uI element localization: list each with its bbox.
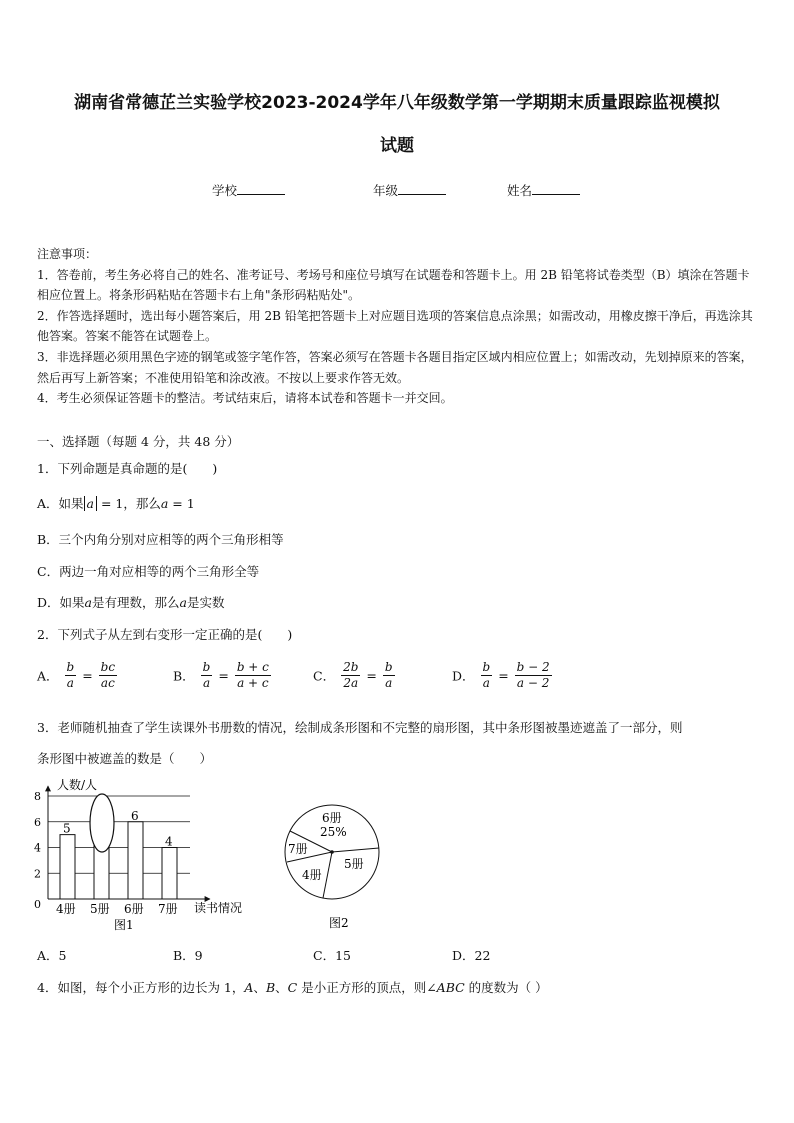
- x-axis-label: 读书情况: [194, 901, 243, 915]
- bar-value-label: 5: [63, 821, 71, 836]
- point-a: A: [244, 980, 254, 995]
- numerator: b − 2: [516, 660, 550, 674]
- var-a: a: [179, 595, 187, 610]
- q1-d-mid: 是有理数，那么: [91, 595, 180, 610]
- bar-chart: [30, 772, 260, 936]
- grade-field[interactable]: [373, 181, 446, 199]
- numerator: b: [202, 660, 211, 674]
- pie-slice-label: 7册: [288, 842, 308, 856]
- q1-a-post: = 1: [168, 496, 195, 511]
- var-a: a: [160, 496, 169, 511]
- q4-stem: [37, 978, 548, 996]
- fraction-left: [481, 660, 493, 691]
- option-label: D．: [452, 668, 475, 684]
- note-item: 4．考生必须保证答题卡的整洁。考试结束后，请将本试卷和答题卡一并交回。: [37, 391, 453, 406]
- option-label: C．: [313, 668, 336, 684]
- denominator: ac: [100, 676, 115, 690]
- name-label: 姓名: [507, 183, 533, 198]
- q1-d-text: D．如果: [37, 595, 85, 610]
- abs-value: a: [84, 496, 97, 511]
- note-item: 1．答卷前，考生务必将自己的姓名、准考证号、考场号和座位号填写在试题卷和答题卡上。用 2B 铅笔将试卷类型（B）填涂在答题卡相应位置上。将条形码粘贴在答题卡右上角"条形码粘贴处"。: [37, 267, 750, 303]
- y-tick-label: 4: [34, 841, 41, 855]
- y-tick-label: 2: [34, 867, 41, 881]
- bar: [162, 848, 177, 900]
- figure-caption: 图2: [329, 916, 349, 930]
- fraction-right: [99, 660, 117, 691]
- numerator: b: [66, 660, 75, 674]
- x-tick-label: 5册: [90, 902, 110, 916]
- page-title-line2: 试题: [380, 136, 414, 156]
- q4-sep: 、: [253, 980, 266, 995]
- equals-sign: =: [82, 668, 93, 683]
- point-b: B: [265, 980, 276, 995]
- fraction-right: [515, 660, 552, 691]
- pie-slice-label: 4册: [302, 868, 322, 882]
- q1-a-text: A．如果: [37, 496, 84, 511]
- numerator: b: [384, 660, 393, 674]
- numerator: bc: [100, 660, 116, 674]
- q2-option-d[interactable]: [452, 660, 554, 691]
- note-item: 3．非选择题必须用黑色字迹的钢笔或签字笔作答，答案必须写在答题卡各题目指定区域内相应位置上；如需改动，先划掉原来的答案，然后再写上新答案；不准使用铅笔和涂改液。不按以上要求作答无效。: [37, 349, 753, 385]
- bar-value-label: 6: [131, 808, 139, 823]
- q4-sep: 、: [275, 980, 288, 995]
- q1-option-b[interactable]: B．三个内角分别对应相等的两个三角形相等: [37, 532, 284, 547]
- fraction-left: [65, 660, 77, 691]
- q1-d-post: 是实数: [186, 595, 225, 610]
- point-c: C: [287, 980, 298, 995]
- q4-text-mid: 是小正方形的顶点，则∠: [297, 980, 437, 995]
- q1-option-c[interactable]: C．两边一角对应相等的两个三角形全等: [37, 564, 260, 579]
- bar: [128, 822, 143, 899]
- x-tick-label: 6册: [124, 902, 144, 916]
- angle-name: ABC: [436, 980, 465, 995]
- denominator: a: [202, 676, 211, 690]
- x-tick-label: 4册: [56, 902, 76, 916]
- bars: [56, 809, 178, 916]
- var-a: a: [84, 595, 92, 610]
- q1-stem: 1．下列命题是真命题的是( ): [37, 461, 218, 476]
- numerator: 2b: [343, 660, 359, 674]
- q1-option-d[interactable]: [37, 593, 224, 611]
- denominator: a + c: [237, 676, 269, 690]
- q2-option-a[interactable]: [37, 660, 119, 691]
- q3-answer-b[interactable]: B．9: [173, 948, 203, 963]
- figure-caption: 图1: [114, 918, 134, 932]
- fraction-left: [341, 660, 360, 691]
- fraction-right: [383, 660, 395, 691]
- name-field[interactable]: [507, 181, 580, 199]
- name-blank[interactable]: [532, 182, 580, 195]
- equals-sign: =: [498, 668, 509, 683]
- option-label: A．: [37, 668, 59, 684]
- x-tick-label: 7册: [158, 902, 178, 916]
- fraction-left: [201, 660, 213, 691]
- q4-text-post: 的度数为（ ）: [464, 980, 548, 995]
- pie-slice-percent: 25%: [320, 825, 347, 839]
- y-axis-label: 人数/人: [57, 778, 98, 792]
- pie-slice-label: 6册: [322, 811, 342, 825]
- equals-sign: =: [366, 668, 377, 683]
- denominator: a: [385, 676, 393, 690]
- q1-a-mid: = 1，那么: [96, 496, 161, 511]
- q3-answer-d[interactable]: D．22: [452, 948, 491, 963]
- numerator: b: [482, 660, 491, 674]
- y-tick-label: 8: [34, 790, 41, 803]
- q2-stem: 2．下列式子从左到右变形一定正确的是( ): [37, 627, 293, 642]
- note-item: 2．作答选择题时，选出每小题答案后，用 2B 铅笔把答题卡上对应题目选项的答案信息点涂黑；如需改动，用橡皮擦干净后，再选涂其他答案。答案不能答在试题卷上。: [37, 308, 753, 344]
- origin-label: 0: [34, 898, 41, 911]
- denominator: a − 2: [516, 676, 550, 690]
- pie-chart: [278, 800, 388, 932]
- q2-option-c[interactable]: [313, 660, 397, 691]
- numerator: b + c: [236, 660, 269, 674]
- q3-answer-c[interactable]: C．15: [313, 948, 351, 963]
- notes-heading: 注意事项：: [37, 247, 98, 261]
- denominator: a: [482, 676, 490, 690]
- equals-sign: =: [218, 668, 229, 683]
- denominator: a: [66, 676, 74, 690]
- school-label: 学校: [212, 183, 238, 198]
- school-field[interactable]: [212, 181, 285, 199]
- fraction-right: [235, 660, 271, 691]
- grade-label: 年级: [373, 183, 399, 198]
- pie-slice-label: 5册: [344, 857, 364, 871]
- option-label: B．: [173, 668, 195, 684]
- q3-answer-a[interactable]: A．5: [37, 948, 67, 963]
- y-tick-label: 6: [34, 815, 41, 829]
- section-heading: 一、选择题（每题 4 分，共 48 分）: [37, 434, 240, 449]
- page-title: 湖南省常德芷兰实验学校2023-2024学年八年级数学第一学期期末质量跟踪监视模拟: [74, 93, 720, 113]
- bar-value-label: 4: [165, 834, 173, 849]
- grade-blank[interactable]: [398, 182, 446, 195]
- school-blank[interactable]: [237, 182, 285, 195]
- denominator: 2a: [343, 676, 359, 690]
- notes-section: [37, 244, 757, 409]
- ink-blot: [90, 794, 114, 852]
- pie-center: [330, 850, 334, 854]
- q1-option-a[interactable]: [37, 494, 195, 512]
- bar: [60, 835, 75, 899]
- q3-stem-line1: 3．老师随机抽查了学生读课外书册数的情况，绘制成条形图和不完整的扇形图，其中条形图被墨迹遮盖了一部分，则: [37, 720, 683, 735]
- q2-option-b[interactable]: [173, 660, 273, 691]
- q3-stem-line2: 条形图中被遮盖的数是（ ）: [37, 751, 213, 766]
- q4-text: 4．如图，每个小正方形的边长为 1，: [37, 980, 245, 995]
